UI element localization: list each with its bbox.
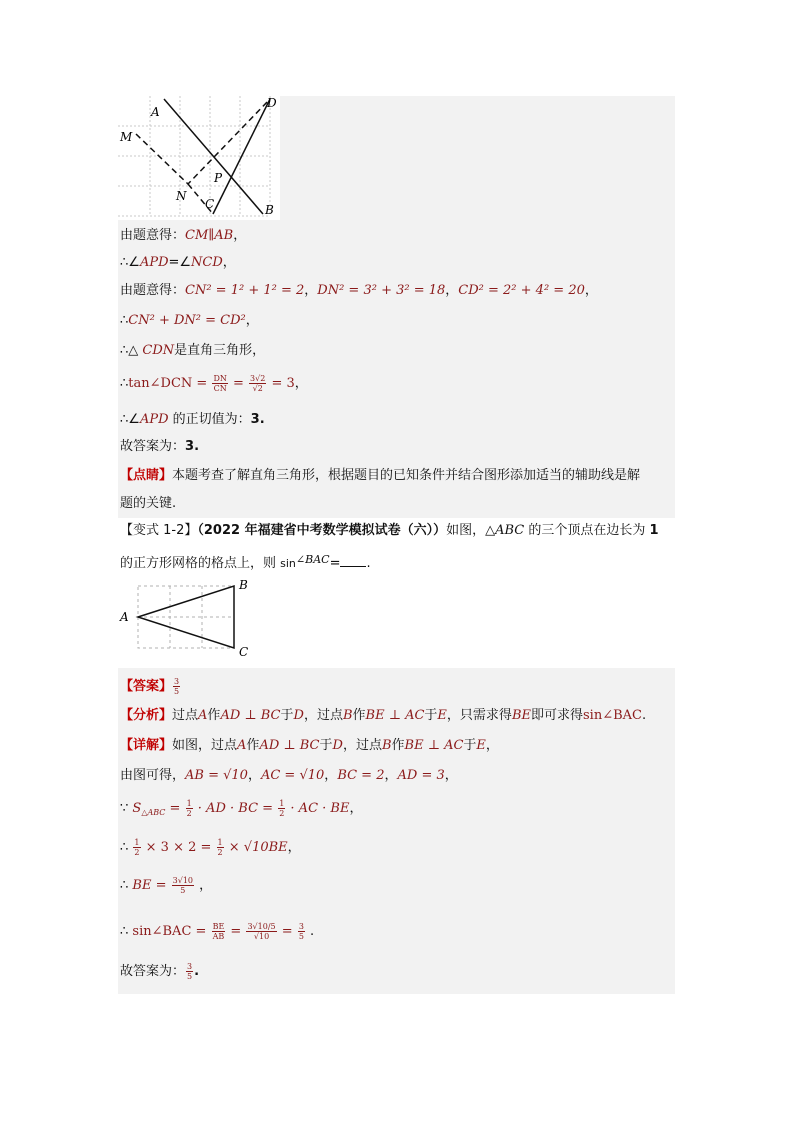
- label-b: B: [239, 578, 248, 592]
- fraction: $\frac{3}{5}$: [187, 962, 193, 981]
- sol2-detail-5: ∴ BE = $\frac{3√10}{5}$ ，: [120, 876, 213, 895]
- sol1-line-6: ∴tan∠DCN = $\frac{DN}{CN}$ = $\frac{3√2}{√2}$ = 3，: [120, 374, 308, 393]
- answer-blank: [340, 554, 366, 567]
- sol1-line-7: ∴∠APD 的正切值为：3.: [120, 412, 265, 427]
- label-c: C: [205, 197, 215, 211]
- label-n: N: [176, 189, 187, 203]
- sol1-line-3: 由题意得：CN² = 1² + 1² = 2，DN² = 3² + 3² = 18，CD² = 2² + 4² = 20，: [120, 283, 598, 298]
- sol2-detail-3: ∵ $S_{\triangle ABC}$ = $\frac{1}{2}$ · AD · BC = $\frac{1}{2}$ · AC · BE，: [120, 799, 363, 818]
- fraction: $\frac{3}{5}$: [298, 922, 304, 941]
- label-c: C: [239, 645, 249, 659]
- label-b: B: [265, 203, 274, 217]
- sol2-detail-2: 由图可得，AB = √10，AC = √10，BC = 2，AD = 3，: [120, 768, 458, 783]
- label-a: A: [120, 610, 129, 624]
- sol2-answer: 【答案】 $\frac{3}{5}$: [120, 677, 180, 696]
- sol1-line-1: 由题意得：CM∥AB，: [120, 228, 247, 243]
- fraction: $\frac{1}{2}$: [134, 838, 140, 857]
- label-p: P: [214, 171, 223, 185]
- fraction: $\frac{3√10}{5}$: [172, 876, 193, 895]
- fraction: $\frac{BE}{AB}$: [212, 922, 225, 941]
- q2-line-1: 【变式 1-2】（2022 年福建省中考数学模拟试卷（六））如图，△ABC 的三个顶点在边长为 1: [120, 523, 659, 538]
- sol1-line-2: ∴∠APD=∠NCD，: [120, 255, 236, 270]
- fraction: $\frac{DN}{CN}$: [213, 374, 227, 393]
- grid-lines: [138, 586, 234, 648]
- figure-2-triangle-diagram: [118, 576, 258, 660]
- sol1-line-5: ∴△ CDN是直角三角形，: [120, 343, 266, 358]
- fraction: $\frac{1}{2}$: [279, 799, 285, 818]
- sol2-final-answer: 故答案为： $\frac{3}{5}$ .: [120, 962, 200, 981]
- fraction: $\frac{3√2}{√2}$: [250, 374, 266, 393]
- label-m: M: [120, 130, 133, 144]
- label-a: A: [151, 105, 160, 119]
- sol1-line-4: ∴CN² + DN² = CD²，: [120, 313, 259, 328]
- fraction: $\frac{1}{2}$: [186, 799, 192, 818]
- sol1-dianjing: 【点睛】本题考查了解直角三角形，根据题目的已知条件并结合图形添加适当的辅助线是解: [120, 468, 641, 483]
- sol2-detail-1: 【详解】如图，过点A作AD ⊥ BC于D，过点B作BE ⊥ AC于E，: [120, 738, 499, 753]
- label-d: D: [267, 96, 277, 110]
- sol1-line-8: 故答案为：3.: [120, 439, 200, 454]
- fraction: $\frac{3√10/5}{√10}$: [247, 922, 276, 941]
- fraction: $\frac{3}{5}$: [174, 677, 180, 696]
- fraction: $\frac{1}{2}$: [217, 838, 223, 857]
- sol2-detail-4: ∴ $\frac{1}{2}$ × 3 × 2 = $\frac{1}{2}$ × √10BE，: [120, 838, 301, 857]
- q2-line-2: 的正方形网格的格点上，则 $\sin^{\angle BAC}=$ .: [120, 553, 371, 571]
- sol2-analysis: 【分析】过点A作AD ⊥ BC于D，过点B作BE ⊥ AC于E，只需求得BE即可求得sin∠BAC.: [120, 708, 647, 723]
- sol2-detail-6: ∴ sin∠BAC = $\frac{BE}{AB}$ = $\frac{3√10/5}{√10}$ = $\frac{3}{5}$ .: [120, 922, 315, 941]
- figure-1-grid-diagram: [118, 96, 280, 220]
- sol1-dianjing-cont: 题的关键.: [120, 496, 177, 511]
